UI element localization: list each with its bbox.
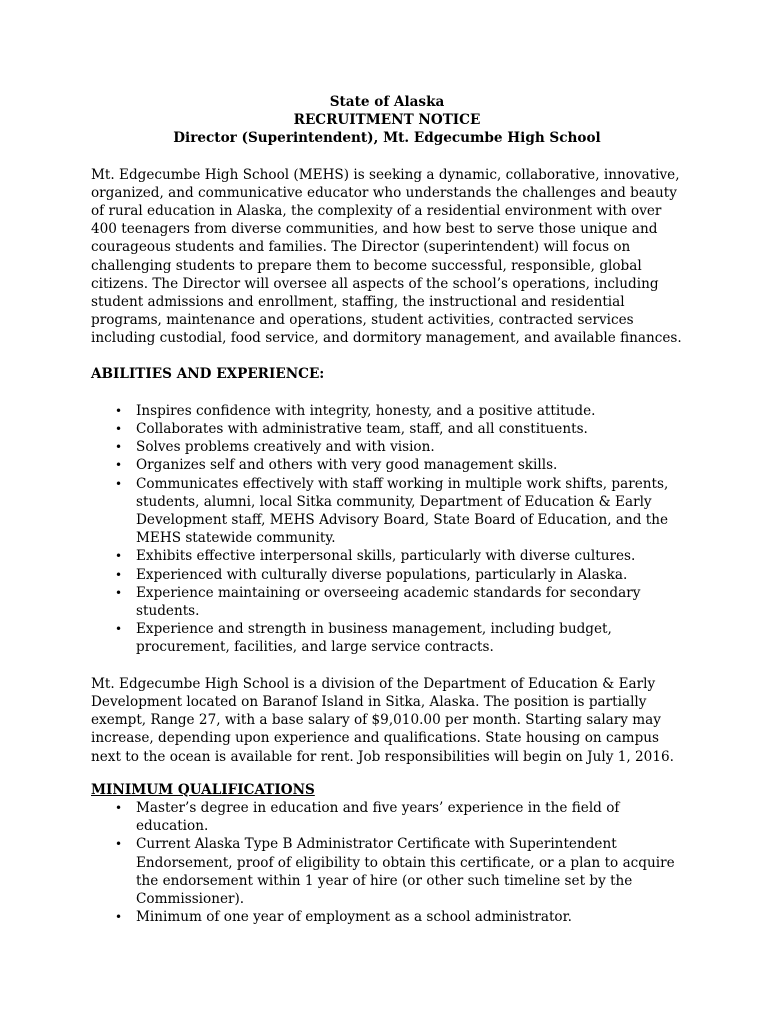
list-item: • Experience maintaining or overseeing academic standards for secondary students. (91, 584, 683, 620)
minimum-qualifications-heading: MINIMUM QUALIFICATIONS (91, 781, 315, 798)
intro-paragraph: Mt. Edgecumbe High School (MEHS) is seeking a dynamic, collaborative, innovative, organized, and communicative educator who understands the challenges and beauty of rural education in Alaska, the complexity of a residential environment with over 400 teenagers from diverse communities, and how best to serve those unique and courageous students and families. The Director (superintendent) will focus on challenging students to prepare them to become successful, responsible, global citizens. The Director will oversee all aspects of the school’s operations, including student admissions and enrollment, staffing, the instructional and residential programs, maintenance and operations, student activities, contracted services including custodial, food service, and dormitory management, and available finances. (91, 166, 682, 347)
minimum-qualifications-list (91, 799, 683, 926)
list-item: • Current Alaska Type B Administrator Certificate with Superintendent Endorsement, proof of eligibility to obtain this certificate, or a plan to acquire the endorsement within 1 year of hire (or other such timeline set by the Commissioner). (91, 835, 683, 908)
list-item: • Minimum of one year of employment as a school administrator. (91, 908, 683, 926)
list-item: • Solves problems creatively and with vision. (91, 438, 683, 456)
document-page (91, 93, 683, 926)
list-item: • Experienced with culturally diverse populations, particularly in Alaska. (91, 566, 683, 584)
header-notice: RECRUITMENT NOTICE (293, 112, 481, 129)
abilities-heading: ABILITIES AND EXPERIENCE: (91, 365, 325, 382)
list-item: • Exhibits effective interpersonal skills, particularly with diverse cultures. (91, 547, 683, 565)
list-item: • Experience and strength in business management, including budget, procurement, facilities, and large service contracts. (91, 620, 683, 656)
list-item: • Communicates effectively with staff working in multiple work shifts, parents, students, alumni, local Sitka community, Department of Education & Early Development staff, MEHS Advisory Board, State Board of Education, and the MEHS statewide community. (91, 475, 683, 548)
list-item: • Inspires confidence with integrity, honesty, and a positive attitude. (91, 402, 683, 420)
header-position-title: Director (Superintendent), Mt. Edgecumbe High School (173, 130, 601, 147)
header-state: State of Alaska (329, 94, 445, 110)
list-item: • Collaborates with administrative team, staff, and all constituents. (91, 420, 683, 438)
document-header (91, 93, 683, 148)
list-item: • Master’s degree in education and five years’ experience in the field of education. (91, 799, 683, 835)
list-item: • Organizes self and others with very good management skills. (91, 456, 683, 474)
position-paragraph: Mt. Edgecumbe High School is a division of the Department of Education & Early Development located on Baranof Island in Sitka, Alaska. The position is partially exempt, Range 27, with a base salary of $9,010.00 per month. Starting salary may increase, depending upon experience and qualifications. State housing on campus next to the ocean is available for rent. Job responsibilities will begin on July 1, 2016. (91, 675, 674, 765)
abilities-list (91, 402, 683, 657)
